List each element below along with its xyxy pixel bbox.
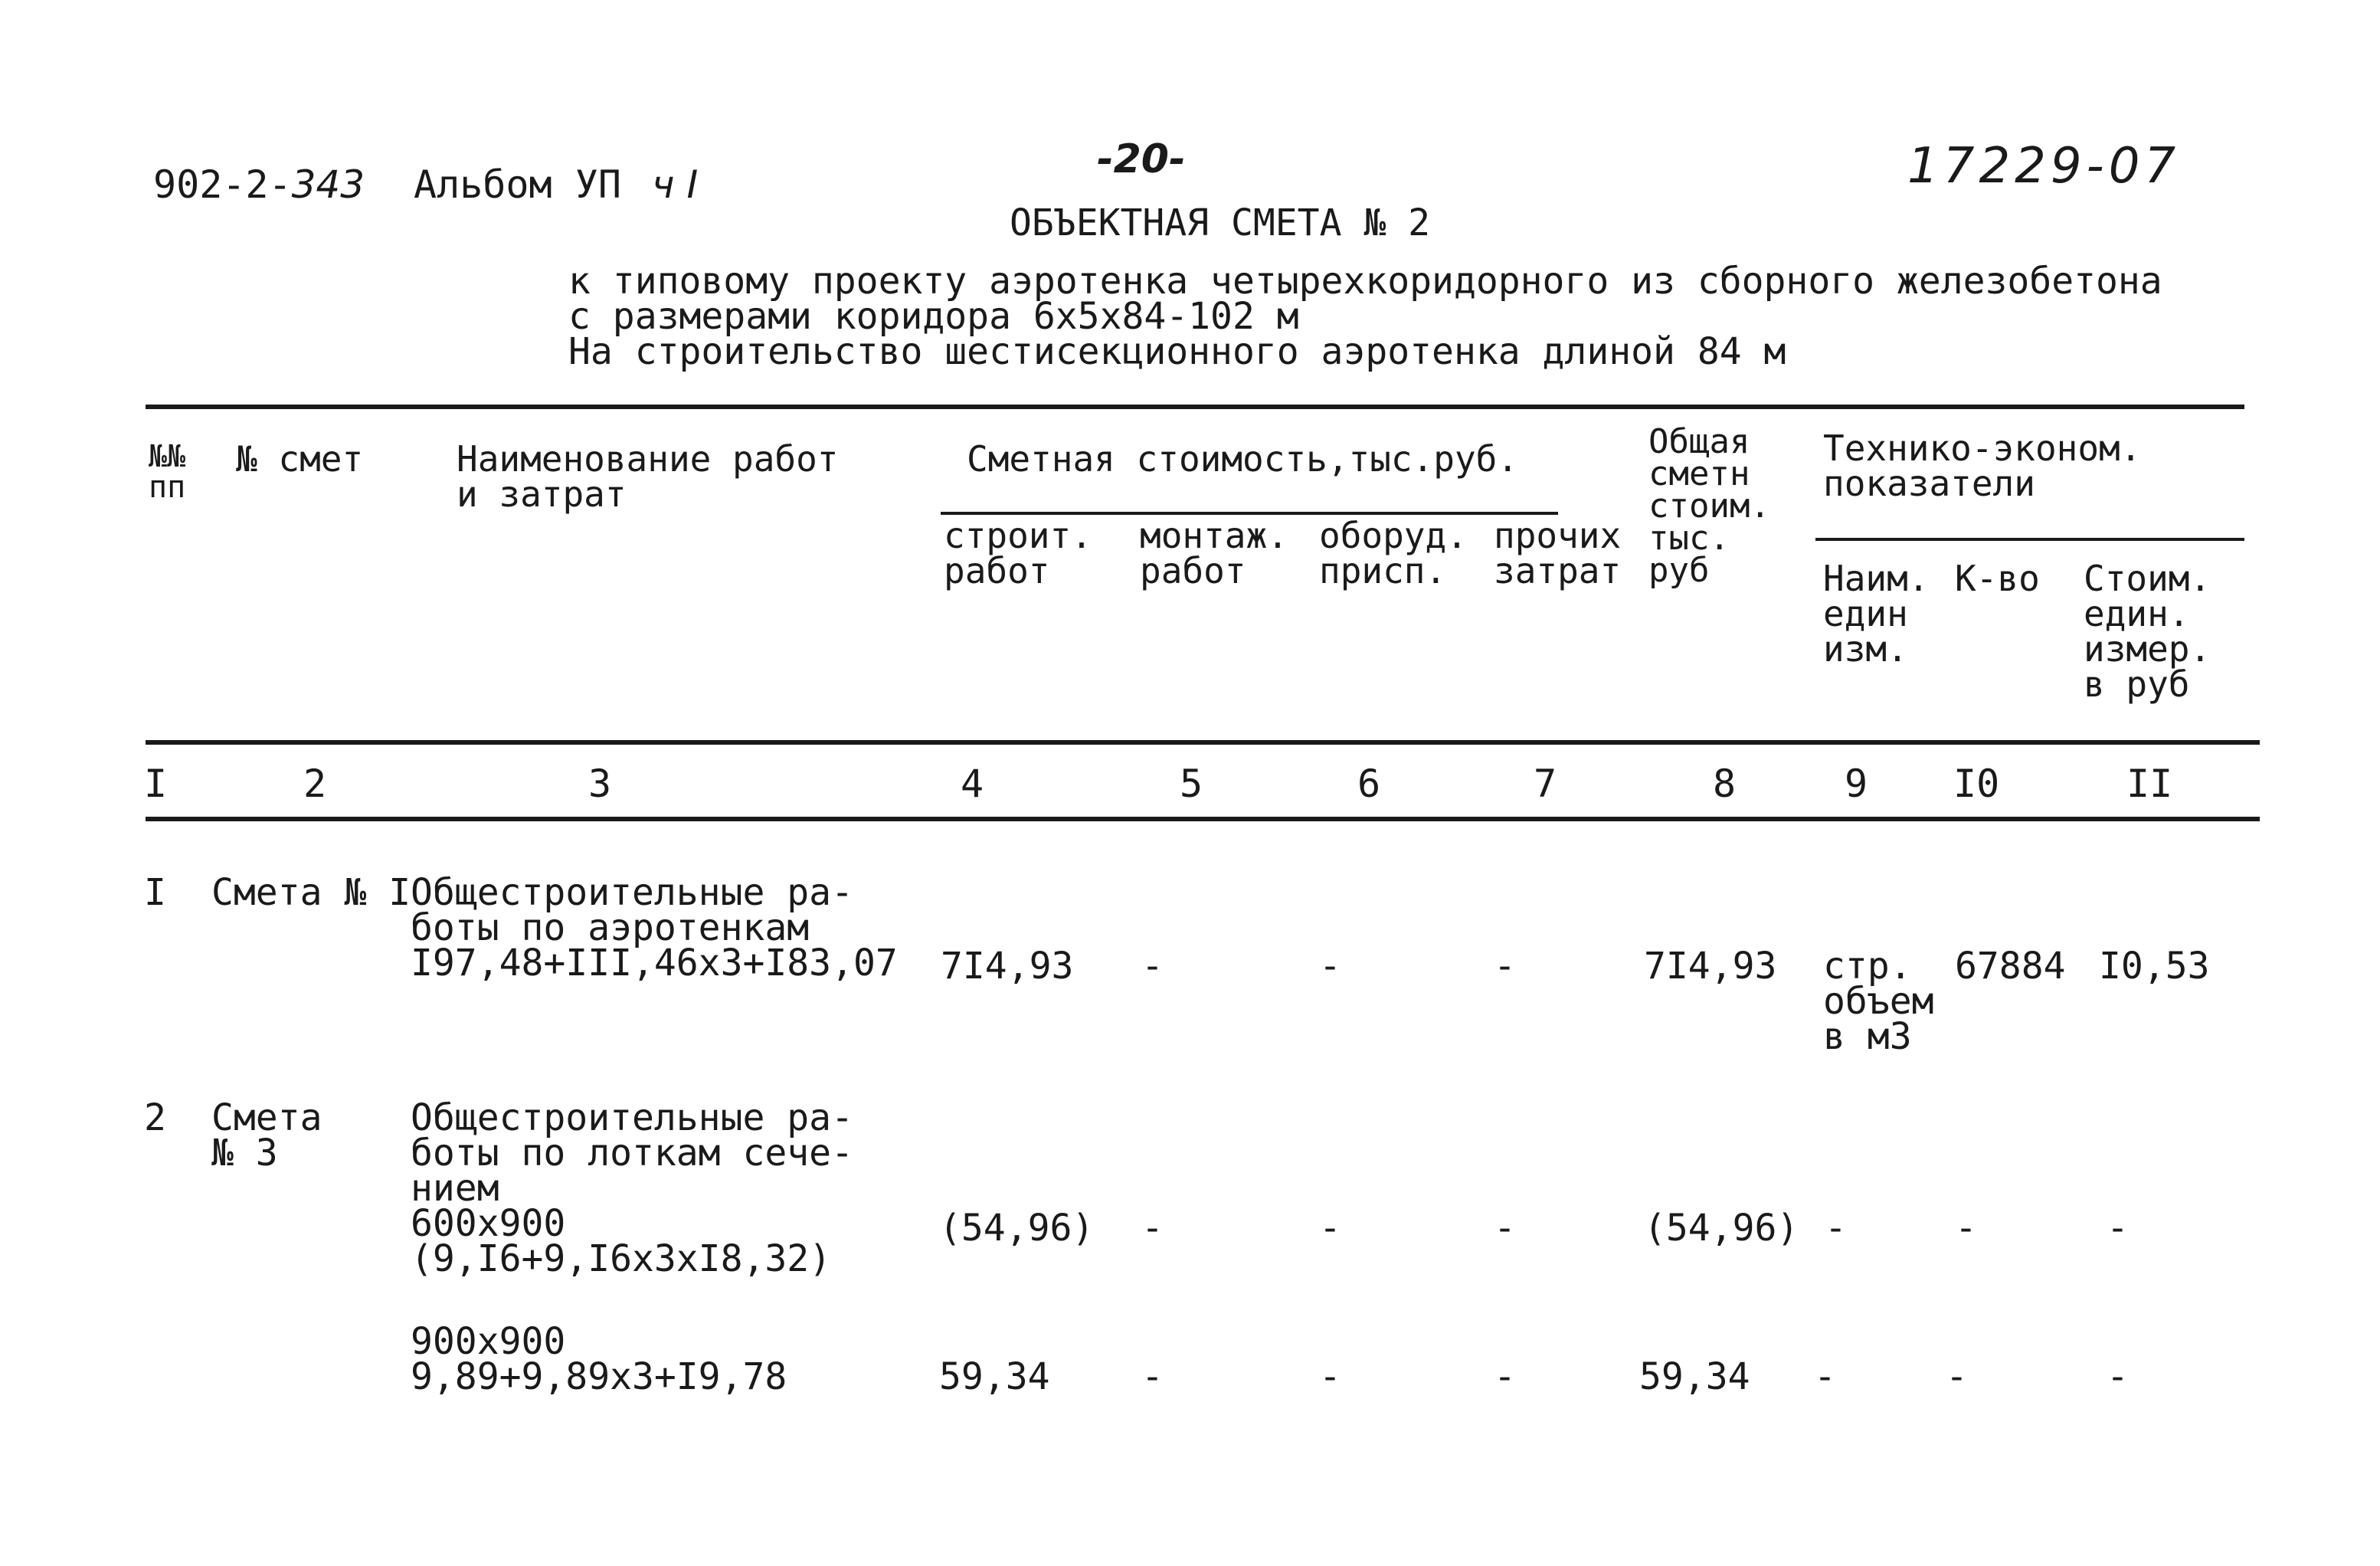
header-name: Наименование работ и затрат: [457, 438, 839, 515]
header-c6: оборуд. присп.: [1319, 515, 1468, 591]
row-c5: -: [1141, 945, 1164, 988]
row-c9: -: [1814, 1355, 1836, 1398]
estimate-heading: ОБЪЕКТНАЯ СМЕТА № 2: [1010, 201, 1431, 244]
row-num: I: [144, 871, 166, 914]
row-c10: 67884: [1955, 945, 2066, 988]
album-label: [414, 162, 699, 207]
row-c11: -: [2107, 1355, 2129, 1398]
table-top-rule: [146, 405, 2244, 409]
row-c9: -: [1825, 1207, 1847, 1250]
row-c4: (54,96): [939, 1207, 1095, 1250]
col-number-10: I0: [1953, 762, 2000, 806]
row-smeta: Смета № I: [211, 871, 411, 914]
col-number-4: 4: [961, 762, 984, 806]
document-code-handwritten: 343: [291, 162, 365, 207]
row-name: Общестроительные ра- боты по лоткам сече- нием 600х900 (9,I6+9,I6х3хI8,32): [411, 1096, 853, 1280]
header-bottom-rule: [146, 740, 2260, 745]
row-c8: 59,34: [1639, 1355, 1750, 1398]
row-c5: -: [1141, 1355, 1164, 1398]
row-c7: -: [1494, 1207, 1516, 1250]
header-c7: прочих затрат: [1494, 515, 1622, 591]
header-c8: Общая сметн стоим. тыс. руб: [1648, 422, 1770, 590]
album-part-handwritten: ч I: [652, 162, 699, 207]
row-c10: -: [1955, 1207, 1977, 1250]
row-c6: -: [1319, 945, 1341, 988]
row-c9: стр. объем в м3: [1823, 945, 1934, 1058]
header-num: №№ пп: [149, 439, 186, 505]
page-number: -20-: [1097, 136, 1186, 182]
row-c7: -: [1494, 1355, 1516, 1398]
row-name: 900х900 9,89+9,89х3+I9,78: [411, 1320, 787, 1398]
col-number-9: 9: [1845, 762, 1868, 806]
col-number-8: 8: [1713, 762, 1737, 806]
col-number-11: II: [2126, 762, 2173, 806]
row-c6: -: [1319, 1207, 1341, 1250]
header-tech-group: Технико-эконом. показатели: [1823, 428, 2142, 504]
header-smeta: № смет: [236, 438, 364, 480]
tech-group-rule: [1815, 538, 2244, 541]
row-name: Общестроительные ра- боты по аэротенкам I97,48+III,46х3+I83,07: [411, 871, 898, 984]
project-description-line3: На строительство шестисекционного аэротенка длиной 84 м: [568, 330, 1786, 373]
row-c11: -: [2107, 1207, 2129, 1250]
row-num: 2: [144, 1096, 166, 1139]
row-c4: 59,34: [939, 1355, 1050, 1398]
header-c11: Стоим. един. измер. в руб: [2084, 558, 2211, 705]
col-number-3: 3: [588, 762, 612, 806]
header-c5: монтаж. работ: [1140, 515, 1288, 591]
col-number-6: 6: [1357, 762, 1381, 806]
row-c5: -: [1141, 1207, 1164, 1250]
row-c8: 7I4,93: [1644, 945, 1777, 988]
document-code: [153, 162, 365, 207]
col-number-7: 7: [1534, 762, 1557, 806]
album-label-printed: Альбом УП: [414, 162, 621, 207]
row-c10: -: [1946, 1355, 1968, 1398]
header-c4: строит. работ: [944, 515, 1092, 591]
row-c4: 7I4,93: [941, 945, 1074, 988]
col-number-5: 5: [1180, 762, 1203, 806]
row-c8: (54,96): [1644, 1207, 1799, 1250]
header-c10: К-во: [1955, 558, 2040, 599]
project-description-line2: с размерами коридора 6х5х84-102 м: [568, 295, 1299, 338]
row-c6: -: [1319, 1355, 1341, 1398]
col-numbers-bottom-rule: [146, 817, 2260, 821]
row-c7: -: [1494, 945, 1516, 988]
row-smeta: Смета № 3: [211, 1096, 322, 1174]
project-description-line1: к типовому проекту аэротенка четырехкоридорного из сборного железобетона: [568, 260, 2162, 303]
col-number-1: I: [144, 762, 168, 806]
row-c11: I0,53: [2099, 945, 2210, 988]
document-code-printed: 902-2-: [153, 162, 292, 207]
header-c9: Наим. един изм.: [1823, 558, 1930, 670]
header-cost-group: Сметная стоимость,тыс.руб.: [967, 438, 1519, 480]
document-number: 17229-07: [1907, 138, 2181, 195]
col-number-2: 2: [303, 762, 327, 806]
